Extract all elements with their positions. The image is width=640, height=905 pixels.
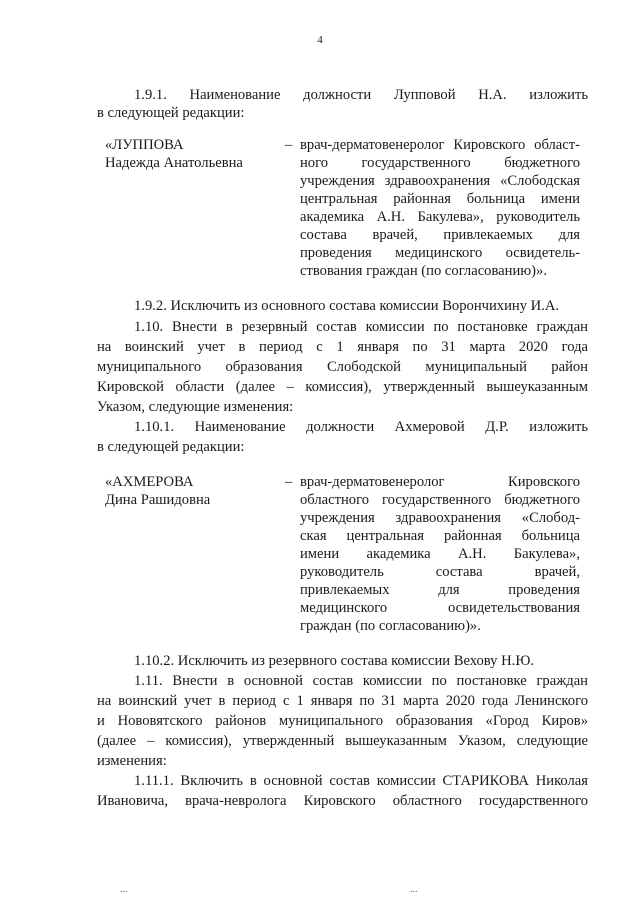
position-line: врач-дерматовенеролог Кировского област- bbox=[300, 137, 580, 153]
paragraph-1-11-line: (далее – комиссия), утвержденный вышеуказанным Указом, следующие bbox=[97, 733, 588, 749]
paragraph-1-11-line: на воинский учет в период с 1 января по 31 марта 2020 года Ленинского bbox=[97, 693, 588, 709]
paragraph-1-10-1-line-1: 1.10.1. Наименование должности Ахмеровой Д.Р. изложить bbox=[134, 419, 588, 435]
position-line: врач-дерматовенеролог Кировского bbox=[300, 474, 580, 490]
position-line: центральная районная больница имени bbox=[300, 191, 580, 207]
position-line: граждан (по согласованию)». bbox=[300, 618, 481, 634]
position-line: привлекаемых для проведения bbox=[300, 582, 580, 598]
person-name-akhmerova: Дина Рашидовна bbox=[105, 492, 211, 508]
paragraph-1-10-1-line-2: в следующей редакции: bbox=[97, 439, 245, 455]
footer-mark: ... bbox=[410, 884, 418, 895]
paragraph-1-10-2: 1.10.2. Исключить из резервного состава комиссии Вехову Н.Ю. bbox=[134, 653, 534, 669]
paragraph-1-10-line: Указом, следующие изменения: bbox=[97, 399, 294, 415]
dash-separator: – bbox=[285, 137, 293, 153]
paragraph-1-11-1-line: Ивановича, врача-невролога Кировского областного государственного bbox=[97, 793, 588, 809]
person-name-luppova: Надежда Анатольевна bbox=[105, 155, 243, 171]
position-line: медицинского освидетельствования bbox=[300, 600, 580, 616]
position-line: имени академика А.Н. Бакулева», bbox=[300, 546, 580, 562]
position-line: учреждения здравоохранения «Слобод- bbox=[300, 510, 580, 526]
dash-separator: – bbox=[285, 474, 293, 490]
footer-mark: ... bbox=[120, 884, 128, 895]
paragraph-1-11-line: изменения: bbox=[97, 753, 167, 769]
paragraph-1-10-line: муниципального образования Слободской муниципальный район bbox=[97, 359, 588, 375]
page-number: 4 bbox=[317, 34, 323, 46]
paragraph-1-11-line: и Нововятского районов муниципального образования «Город Киров» bbox=[97, 713, 588, 729]
paragraph-1-10-line: 1.10. Внести в резервный состав комиссии по постановке граждан bbox=[134, 319, 588, 335]
position-line: академика А.Н. Бакулева», руководитель bbox=[300, 209, 580, 225]
person-surname-luppova: «ЛУППОВА bbox=[105, 137, 184, 153]
paragraph-1-9-1-line-1: 1.9.1. Наименование должности Лупповой Н.А. изложить bbox=[134, 87, 588, 103]
position-line: состава врачей, привлекаемых для bbox=[300, 227, 580, 243]
paragraph-1-11-1-line: 1.11.1. Включить в основной состав комиссии СТАРИКОВА Николая bbox=[134, 773, 588, 789]
paragraph-1-10-line: Кировской области (далее – комиссия), утвержденный вышеуказанным bbox=[97, 379, 588, 395]
position-line: ствования граждан (по согласованию)». bbox=[300, 263, 547, 279]
position-line: руководитель состава врачей, bbox=[300, 564, 580, 580]
position-line: ская центральная районная больница bbox=[300, 528, 580, 544]
position-line: проведения медицинского освидетель- bbox=[300, 245, 580, 261]
position-line: областного государственного бюджетного bbox=[300, 492, 580, 508]
person-surname-akhmerova: «АХМЕРОВА bbox=[105, 474, 194, 490]
position-line: учреждения здравоохранения «Слободская bbox=[300, 173, 580, 189]
paragraph-1-10-line: на воинский учет в период с 1 января по 31 марта 2020 года bbox=[97, 339, 588, 355]
paragraph-1-9-1-line-2: в следующей редакции: bbox=[97, 105, 245, 121]
paragraph-1-11-line: 1.11. Внести в основной состав комиссии по постановке граждан bbox=[134, 673, 588, 689]
paragraph-1-9-2: 1.9.2. Исключить из основного состава комиссии Ворончихину И.А. bbox=[134, 298, 560, 314]
position-line: ного государственного бюджетного bbox=[300, 155, 580, 171]
